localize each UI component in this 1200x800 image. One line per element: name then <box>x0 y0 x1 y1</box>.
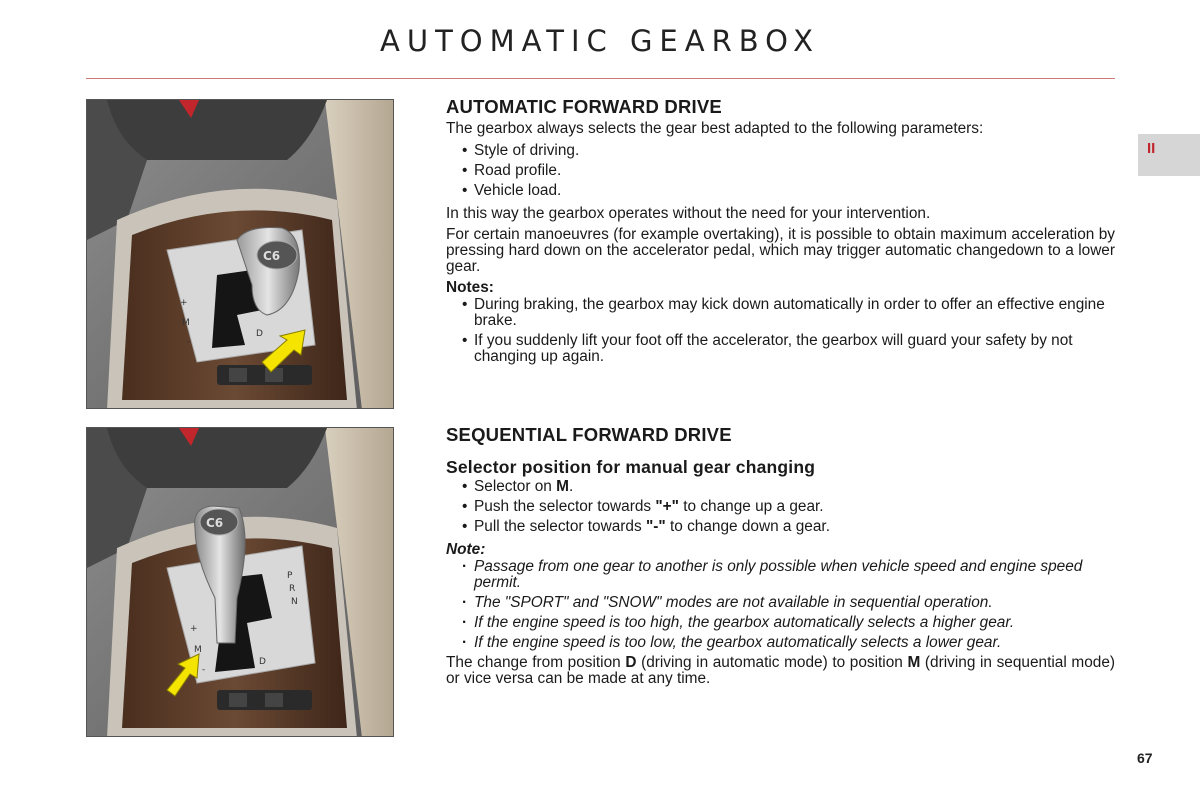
list-item: • Vehicle load. <box>462 181 1115 201</box>
list-item: • Road profile. <box>462 161 1115 181</box>
list-item: • Push the selector towards "+" to change up a gear. <box>462 497 1115 517</box>
page-title: AUTOMATIC GEARBOX <box>380 24 820 58</box>
svg-text:C6: C6 <box>263 249 281 263</box>
list-item: · If the engine speed is too high, the gearbox automatically selects a higher gear. <box>462 615 1115 631</box>
sequential-forward-drive-section <box>446 424 1115 691</box>
list-item: • Selector on M. <box>462 477 1115 497</box>
svg-text:D: D <box>259 657 266 667</box>
svg-text:M: M <box>194 645 202 655</box>
section-heading: SEQUENTIAL FORWARD DRIVE <box>446 424 732 445</box>
chapter-tab <box>1138 134 1200 176</box>
gear-selector-illustration <box>87 100 394 409</box>
svg-text:+: + <box>180 298 188 308</box>
svg-text:C6: C6 <box>206 516 224 530</box>
svg-text:P: P <box>287 571 293 581</box>
list-item: • Pull the selector towards "-" to change down a gear. <box>462 517 1115 537</box>
svg-text:-: - <box>202 665 206 675</box>
title-divider <box>86 78 1115 79</box>
list-item: · The "SPORT" and "SNOW" modes are not available in sequential operation. <box>462 595 1115 611</box>
svg-text:R: R <box>289 584 296 594</box>
list-item: · If the engine speed is too low, the gearbox automatically selects a lower gear. <box>462 635 1115 651</box>
list-item: • During braking, the gearbox may kick down automatically in order to offer an effective engine brake. <box>462 297 1115 329</box>
note-list <box>462 559 1115 651</box>
subsection-heading: Selector position for manual gear changing <box>446 457 816 477</box>
body-text: The change from position D (driving in automatic mode) to position M (driving in sequential mode) or vice versa can be made at any time. <box>446 654 1116 687</box>
chapter-label: II <box>1147 140 1156 157</box>
automatic-forward-drive-section <box>446 96 1115 369</box>
notes-label: Notes: <box>446 279 494 296</box>
gear-selector-illustration <box>87 428 394 737</box>
list-item: • If you suddenly lift your foot off the accelerator, the gearbox will guard your safety by not changing up again. <box>462 333 1115 365</box>
body-text: In this way the gearbox operates without the need for your intervention. <box>446 205 931 222</box>
body-text: For certain manoeuvres (for example overtaking), it is possible to obtain maximum acceleration by pressing hard down on the accelerator pedal, which may trigger automatic changedown to a lower gear. <box>446 226 1115 275</box>
gear-selector-photo-automatic <box>86 99 394 409</box>
list-item: · Passage from one gear to another is only possible when vehicle speed and engine speed permit. <box>462 559 1115 591</box>
list-item: • Style of driving. <box>462 141 1115 161</box>
svg-text:N: N <box>291 597 298 607</box>
intro-text: The gearbox always selects the gear best adapted to the following parameters: <box>446 120 984 137</box>
svg-text:+: + <box>190 624 198 634</box>
parameter-list <box>462 141 1115 201</box>
svg-text:D: D <box>256 329 263 339</box>
step-list <box>462 477 1115 537</box>
page-number: 67 <box>1137 750 1153 766</box>
section-heading: AUTOMATIC FORWARD DRIVE <box>446 96 722 117</box>
notes-list <box>462 297 1115 365</box>
svg-text:M: M <box>182 318 190 328</box>
note-label: Note: <box>446 541 486 558</box>
svg-text:-: - <box>187 337 191 347</box>
gear-selector-photo-sequential <box>86 427 394 737</box>
